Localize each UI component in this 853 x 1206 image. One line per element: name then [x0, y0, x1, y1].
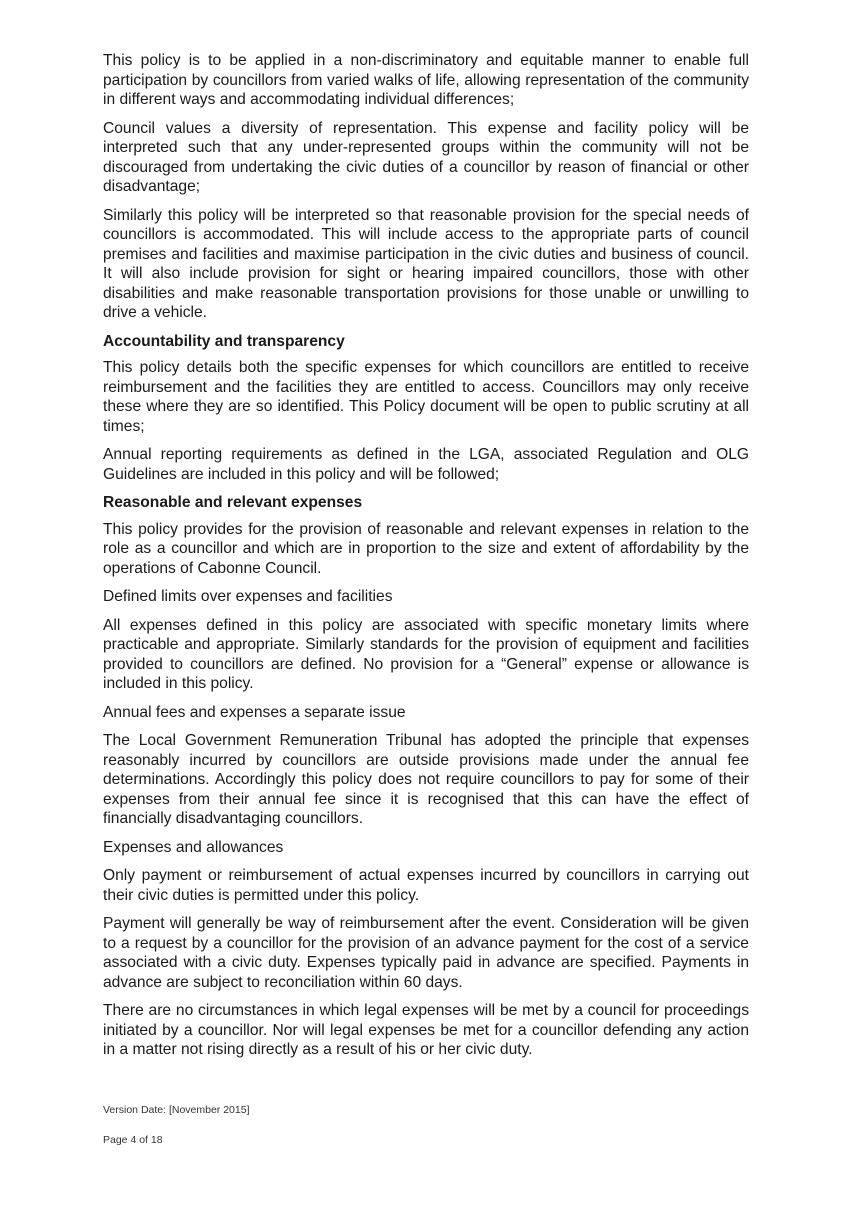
paragraph: There are no circumstances in which legal expenses will be met by a council for proceedings initiated by a councillor. Nor will legal expenses be met for a councillor defending any action in a matter not rising directly as a result of his or her civic duty. — [103, 1002, 749, 1058]
paragraph: All expenses defined in this policy are associated with specific monetary limits where practicable and appropriate. Similarly standards for the provision of equipment and facilities provided to councillors are defined. No provision for a “General” expense or allowance is included in this policy. — [103, 616, 749, 692]
paragraph: This policy is to be applied in a non-discriminatory and equitable manner to enable full participation by councillors from varied walks of life, allowing representation of the community in different ways and accommodating individual differences; — [103, 52, 749, 108]
subheading: Defined limits over expenses and facilities — [103, 588, 393, 605]
paragraph: This policy details both the specific expenses for which councillors are entitled to receive reimbursement and the facilities they are entitled to access. Councillors may only receive these where they are so identified. This Policy document will be open to public scrutiny at all times; — [103, 359, 749, 435]
paragraph: The Local Government Remuneration Tribunal has adopted the principle that expenses reasonably incurred by councillors are outside provisions made under the annual fee determinations. Accordingly this policy does not require councillors to pay for some of their expenses from their annual fee since it is recognised that this can have the effect of financially disadvantaging councillors. — [103, 732, 749, 827]
section-heading: Accountability and transparency — [103, 332, 345, 350]
section-heading: Reasonable and relevant expenses — [103, 494, 363, 511]
paragraph: Similarly this policy will be interpreted so that reasonable provision for the special needs of councillors is accommodated. This will include access to the appropriate parts of council premises and facilities and maximise participation in the civic duties and business of council. It will also include provision for sight or hearing impaired councillors, those with other disabilities and make reasonable transportation provisions for those unable or unwilling to drive a vehicle. — [103, 206, 749, 321]
paragraph: Council values a diversity of representation. This expense and facility policy will be interpreted such that any under-represented groups within the community will not be discouraged from undertaking the civic duties of a councillor by reason of financial or other disadvantage; — [103, 119, 749, 195]
version-date: Version Date: [November 2015] — [103, 1104, 250, 1116]
paragraph: Payment will generally be way of reimbursement after the event. Consideration will be given to a request by a councillor for the provision of an advance payment for the cost of a service associated with a civic duty. Expenses typically paid in advance are specified. Payments in advance are subject to reconciliation within 60 days. — [103, 915, 749, 991]
subheading: Annual fees and expenses a separate issue — [103, 703, 406, 721]
paragraph: Annual reporting requirements as defined in the LGA, associated Regulation and OLG Guidelines are included in this policy and will be followed; — [103, 446, 749, 483]
document-body — [103, 51, 749, 1069]
paragraph: Only payment or reimbursement of actual expenses incurred by councillors in carrying out their civic duties is permitted under this policy. — [103, 867, 749, 904]
page-number: Page 4 of 18 — [103, 1134, 163, 1146]
subheading: Expenses and allowances — [103, 838, 284, 856]
paragraph: This policy provides for the provision of reasonable and relevant expenses in relation to the role as a councillor and which are in proportion to the size and extent of affordability by the operations of Cabonne Council. — [103, 520, 749, 577]
